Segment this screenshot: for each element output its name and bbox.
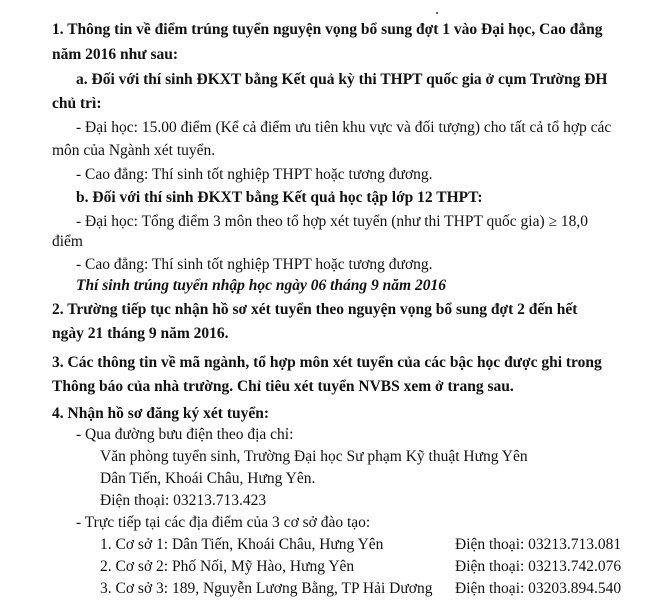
section-4-heading: 4. Nhận hồ sơ đăng ký xét tuyển:: [52, 405, 270, 422]
enrollment-date-note: Thí sinh trúng tuyển nhập học ngày 06 tháng 9 năm 2016: [76, 277, 446, 294]
section-1a-university-line-1: - Đại học: 15.00 điểm (Kể cả điểm ưu tiên khu vực và đối tượng) cho tất cả tổ hợp các: [76, 119, 612, 136]
section-1b-university-line-2: điểm: [52, 233, 83, 250]
postal-label: - Qua đường bưu điện theo địa chỉ:: [76, 426, 294, 443]
section-3-line-1: 3. Các thông tin về mã ngành, tổ hợp môn xét tuyển của các bậc học được ghi trong: [52, 354, 602, 371]
section-1a-college: - Cao đẳng: Thí sinh tốt nghiệp THPT hoặc tương đương.: [76, 166, 433, 183]
section-1b-university-line-1: - Đại học: Tổng điểm 3 môn theo tổ hợp xét tuyển (như thi THPT quốc gia) ≥ 18,0: [76, 213, 588, 230]
section-2-line-2: ngày 21 tháng 9 năm 2016.: [52, 325, 229, 342]
direct-label: - Trực tiếp tại các địa điểm của 3 cơ sở đào tạo:: [76, 514, 371, 531]
postal-address-line-1: Văn phòng tuyển sinh, Trường Đại học Sư phạm Kỹ thuật Hưng Yên: [100, 448, 528, 465]
campus-1-address: 1. Cơ sở 1: Dân Tiến, Khoái Châu, Hưng Yên: [100, 536, 384, 553]
campus-2-phone: Điện thoại: 03213.742.076: [455, 558, 622, 575]
postal-address-line-2: Dân Tiến, Khoái Châu, Hưng Yên.: [100, 470, 316, 487]
scan-speck: [436, 12, 438, 14]
section-1a-heading-line-1: a. Đối với thí sinh ĐKXT bằng Kết quả kỳ thi THPT quốc gia ở cụm Trường ĐH: [76, 71, 608, 88]
campus-2-address: 2. Cơ sở 2: Phố Nối, Mỹ Hào, Hưng Yên: [100, 558, 355, 575]
campus-1-phone: Điện thoại: 03213.713.081: [455, 536, 622, 553]
campus-3-address: 3. Cơ sở 3: 189, Nguyễn Lương Bằng, TP Hải Dương: [100, 580, 433, 597]
section-3-line-2: Thông báo của nhà trường. Chỉ tiêu xét tuyển NVBS xem ở trang sau.: [52, 378, 514, 395]
section-1a-heading-line-2: chủ trì:: [52, 95, 102, 112]
section-1-heading-line-1: 1. Thông tin về điểm trúng tuyển nguyện vọng bổ sung đợt 1 vào Đại học, Cao đẳng: [52, 21, 603, 38]
section-1a-university-line-2: môn của Ngành xét tuyển.: [52, 142, 216, 159]
section-2-line-1: 2. Trường tiếp tục nhận hồ sơ xét tuyển theo nguyện vọng bổ sung đợt 2 đến hết: [52, 301, 578, 318]
campus-3-phone: Điện thoại: 03203.894.540: [455, 580, 622, 597]
section-1b-heading: b. Đối với thí sinh ĐKXT bằng Kết quả học tập lớp 12 THPT:: [76, 189, 483, 206]
section-1b-college: - Cao đẳng: Thí sinh tốt nghiệp THPT hoặc tương đương.: [76, 256, 433, 273]
section-1-heading-line-2: năm 2016 như sau:: [52, 46, 179, 63]
postal-phone: Điện thoại: 03213.713.423: [100, 492, 267, 509]
